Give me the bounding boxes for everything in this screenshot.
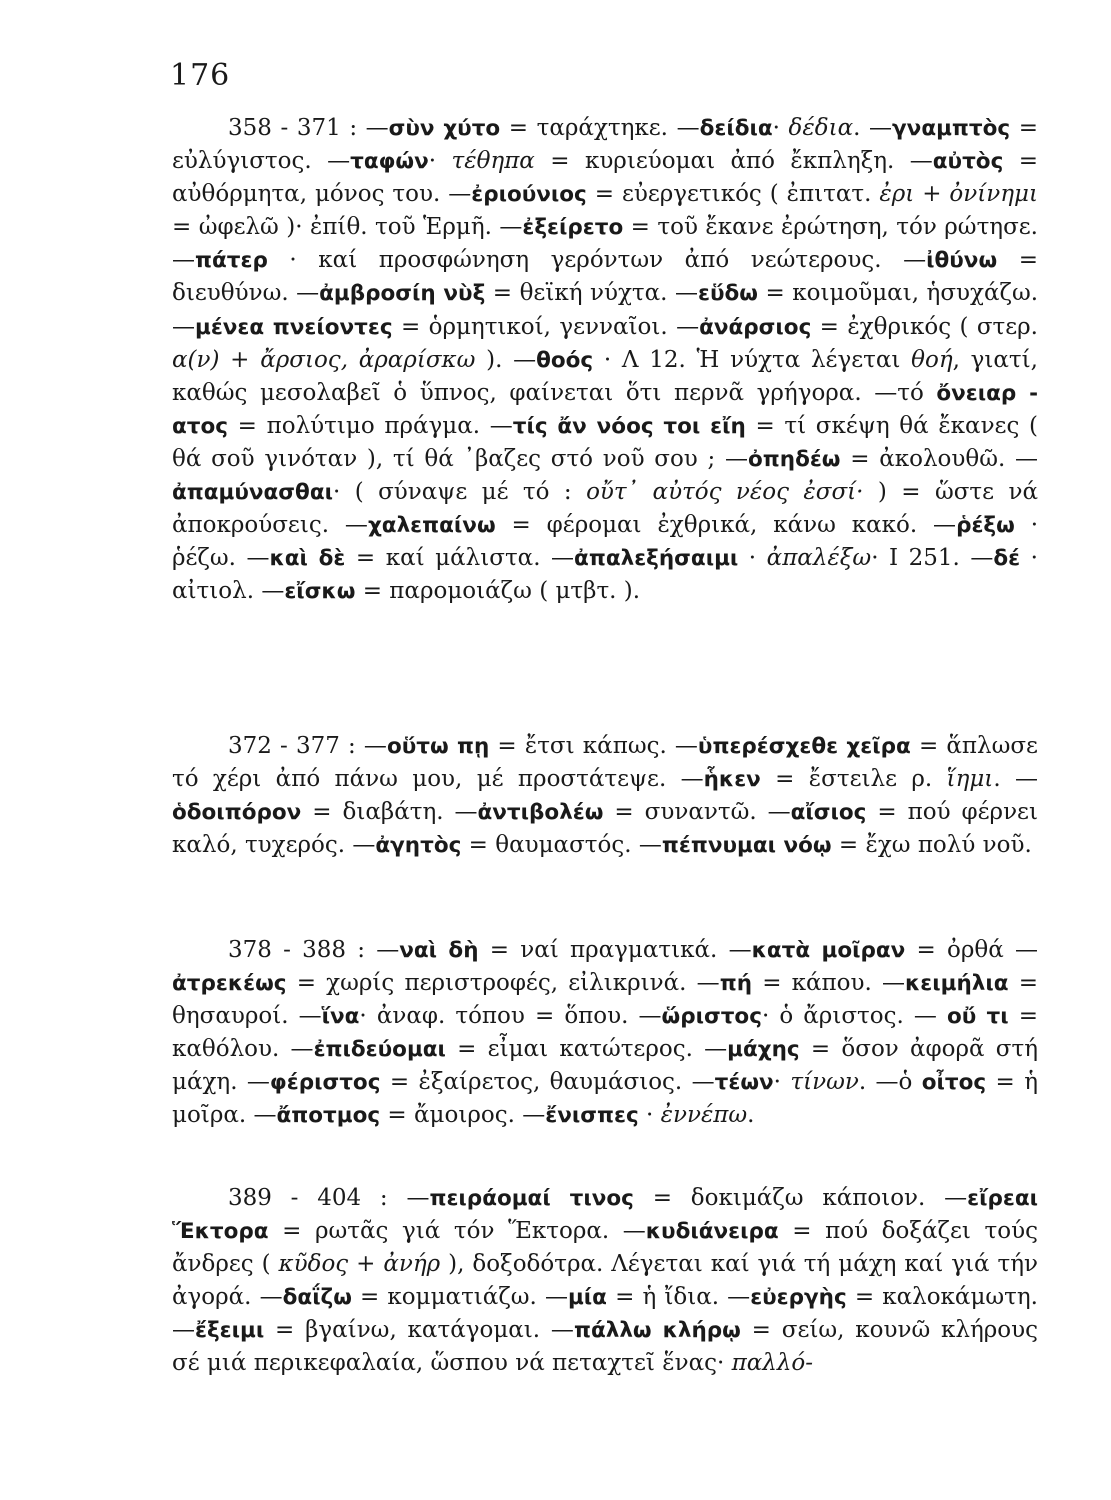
gloss-text: · Λ 12. Ἡ νύχτα λέγεται [593, 346, 912, 373]
headword: μία [567, 1285, 607, 1311]
gloss-text: · αἰτιολ. — [172, 545, 1038, 605]
gloss-text: = ἀκολουθῶ. — [840, 445, 1038, 472]
gloss-text: · [773, 1069, 791, 1096]
gloss-text: = παρομοιάζω ( μτβτ. ). [355, 578, 641, 605]
gloss-text: · Ι 251. — [871, 545, 994, 572]
headword: κατὰ μοῖραν [751, 938, 906, 963]
headword: μένεα πνείοντες [195, 314, 393, 340]
headword: δείδια [699, 116, 773, 141]
cited-form: α(ν) [172, 346, 220, 373]
gloss-text: = ἅπλωσε τό χέρι ἀπό πάνω μου, μέ προστάτεψε. — [172, 733, 1038, 793]
cited-form: ἐρι [879, 181, 915, 208]
headword: θοός [536, 347, 594, 373]
headword: ὥριστος [661, 1004, 762, 1030]
headword: κυδιάνειρα [645, 1219, 779, 1245]
headword: ἔνισπες [545, 1103, 639, 1129]
headword: δέ [993, 546, 1021, 572]
headword: φέριστος [269, 1070, 381, 1096]
gloss-text: = τοῦ ἔκανε ἐρώτηση, τόν ρώτησε. — [172, 214, 1038, 274]
gloss-text: · καί προσφώνηση γερόντων ἀπό νεώτερους. — [267, 247, 927, 274]
headword: ἀμβροσίη νὺξ [319, 281, 486, 307]
gloss-text: = φέρομαι ἐχθρικά, κάνω κακό. — [495, 512, 957, 539]
headword: εἴσκω [284, 579, 356, 605]
gloss-text: · ὁ ἄριστος. — [761, 1003, 947, 1030]
gloss-text: 389 - 404 : — [228, 1185, 430, 1211]
headword: ἄποτμος [276, 1103, 381, 1129]
cited-form: ἀπαλέξω [766, 545, 872, 572]
headword: εὐεργὴς [750, 1285, 847, 1311]
gloss-text: . —ὁ [858, 1069, 922, 1096]
section-paragraph [172, 730, 1038, 862]
gloss-text: · [428, 148, 452, 175]
gloss-text: = εὐλύγιστος. — [172, 115, 1039, 175]
gloss-text: = ἔτσι κάπως. — [489, 733, 698, 759]
section-paragraph [172, 112, 1038, 608]
headword: ἀπαμύνασθαι [172, 480, 333, 506]
gloss-text: 378 - 388 : — [228, 937, 400, 963]
page-number: 176 [170, 58, 231, 93]
headword: ναὶ δὴ [399, 938, 479, 963]
cited-form: τίνων [790, 1069, 859, 1096]
headword: σὺν χύτο [388, 116, 501, 141]
gloss-text: = διευθύνω. — [172, 247, 1038, 307]
gloss-text: = σείω, κουνῶ κλήρους σέ μιά περικεφαλαία, ὥσπου νά πεταχτεῖ ἕνας· [172, 1317, 1038, 1377]
gloss-text: · ἀναφ. τόπου = ὅπου. — [359, 1003, 662, 1030]
gloss-text: · [772, 115, 789, 141]
gloss-text: = κοιμοῦμαι, ἡσυχάζω. — [172, 280, 1039, 340]
section-paragraph [172, 934, 1038, 1133]
cited-form: κῦδος + ἀνήρ [278, 1251, 441, 1278]
gloss-text: = συναντῶ. — [603, 799, 791, 826]
cited-form: ἐννέπω [660, 1102, 748, 1129]
headword: ἵνα [321, 1004, 360, 1030]
gloss-text: + [219, 346, 261, 373]
headword: γναμπτὸς [892, 116, 1011, 141]
headword: οἶτος [921, 1070, 987, 1096]
cited-form: ἄρσιος, ἀραρίσκω [260, 346, 476, 373]
headword: πέπνυμαι νόῳ [661, 833, 832, 859]
gloss-text: = καί μάλιστα. — [345, 545, 575, 572]
gloss-text: = εἶμαι κατώτερος. — [445, 1036, 728, 1063]
headword: ὁδοιπόρον [172, 800, 302, 826]
headword: ἧκεν [703, 767, 761, 793]
cited-form: ὀνίνημι [949, 181, 1038, 208]
gloss-text: = κάπου. — [752, 970, 906, 997]
gloss-text: · [738, 545, 767, 572]
gloss-text: · ( σύναψε μέ τό : [332, 479, 587, 506]
headword: δαΐζω [282, 1285, 352, 1311]
headword: μάχης [727, 1037, 800, 1063]
gloss-text: = ἐξαίρετος, θαυμάσιος. — [380, 1069, 715, 1096]
gloss-text: = κομματιάζω. — [351, 1284, 568, 1311]
gloss-text: = τί σκέψη θά ἔκανες ( θά σοῦ γινόταν ), τί θά ᾽βαζες στό νοῦ σου ; — [172, 412, 1038, 472]
glossary-section-378-388 [172, 934, 1038, 1133]
cited-form: δέδια [788, 115, 854, 141]
headword: τέων [714, 1070, 774, 1096]
headword: πάλλω κλήρῳ [573, 1318, 741, 1344]
gloss-text: ), δοξοδότρα. Λέγεται καί γιά τή μάχη καί γιά τήν ἀγορά. — [172, 1251, 1038, 1311]
headword: ὀπηδέω [747, 446, 841, 472]
gloss-text: = θεϊκή νύχτα. — [485, 280, 698, 307]
gloss-text: 358 - 371 : — [228, 115, 389, 141]
headword: ἀντιβολέω [477, 800, 604, 826]
headword: ἀνάρσιος [699, 314, 812, 340]
glossary-section-358-371 [172, 112, 1038, 608]
headword: ταφών [350, 149, 429, 175]
gloss-text: = χωρίς περιστροφές, εἰλικρινά. — [286, 970, 720, 997]
headword: τίς ἄν νόος τοι εἴη [512, 413, 746, 439]
gloss-text: = αὐθόρμητα, μόνος του. — [172, 148, 1038, 208]
gloss-text: = δοκιμάζω κάποιον. — [633, 1185, 968, 1211]
headword: ἔξειμι [195, 1318, 265, 1344]
gloss-text: = καλοκάμωτη. — [172, 1284, 1038, 1344]
headword: ἐριούνιος [471, 182, 587, 208]
headword: ὄνειαρ - ατος [172, 380, 1038, 439]
headword: πή [719, 971, 753, 997]
headword: πάτερ [195, 248, 268, 274]
section-paragraph [172, 1182, 1038, 1381]
headword: ἀπαλεξήσαιμι [574, 546, 739, 572]
gloss-text: = πολύτιμο πράγμα. — [228, 412, 513, 439]
gloss-text: = ἄμοιρος. — [380, 1102, 546, 1129]
gloss-text: = πού φέρνει καλό, τυχερός. — [172, 799, 1038, 859]
gloss-text: = ναί πραγματικά. — [478, 937, 752, 963]
headword: οὔ τι [946, 1004, 1009, 1030]
headword: οὕτω πῃ [386, 734, 490, 759]
gloss-text: ). — [475, 346, 537, 373]
cited-form: οὔτ᾽ αὐτός νέος ἐσσί· [586, 479, 864, 506]
headword: ἀτρεκέως [172, 971, 287, 997]
headword: χαλεπαίνω [367, 513, 496, 539]
glossary-section-372-377 [172, 730, 1038, 862]
gloss-text: = ὅσον ἀφορᾶ στή μάχη. — [172, 1036, 1038, 1096]
glossary-section-389-404 [172, 1182, 1038, 1381]
gloss-text: · ῥέζω. — [172, 512, 1039, 572]
cited-form: τέθηπα [451, 148, 535, 175]
gloss-text: = βγαίνω, κατάγομαι. — [264, 1317, 574, 1344]
gloss-text: = πού δοξάζει τούς ἄνδρες ( [172, 1218, 1038, 1278]
headword: ὑπερέσχεθε χεῖρα [697, 734, 911, 759]
gloss-text: = θαυμαστός. — [461, 832, 662, 859]
headword: ἐξείρετο [522, 215, 624, 241]
headword: καὶ δὲ [269, 546, 346, 572]
gloss-text: = κυριεύομαι ἀπό ἔκπληξη. — [534, 148, 933, 175]
cited-form: ἵημι [946, 766, 994, 793]
headword: εὕδω [697, 281, 758, 307]
gloss-text: , γιατί, καθώς μεσολαβεῖ ὁ ὕπνος, φαίνεται ὅτι περνᾶ γρήγορα. —τό [172, 346, 1038, 406]
cited-form: θοή [911, 346, 953, 373]
headword: ἀγητὸς [375, 833, 462, 859]
headword: ἰθύνω [926, 248, 998, 274]
gloss-text: = ἡ μοῖρα. — [172, 1069, 1038, 1129]
gloss-text: = ἔστειλε ρ. [760, 766, 947, 793]
headword: αἴσιος [790, 800, 867, 826]
headword: ἐπιδεύομαι [313, 1037, 446, 1063]
gloss-text: = ἔχω πολύ νοῦ. [831, 832, 1032, 859]
gloss-text: = ταράχτηκε. — [500, 115, 700, 141]
headword: ῥέξω [956, 513, 1015, 539]
gloss-text: · [638, 1102, 661, 1129]
gloss-text: = ρωτᾶς γιά τόν Ἕκτορα. — [268, 1218, 646, 1245]
gloss-text: = διαβάτη. — [301, 799, 478, 826]
gloss-text: . — [853, 115, 893, 141]
gloss-text: . — [993, 766, 1038, 793]
gloss-text: + [914, 181, 950, 208]
gloss-text: = εὐεργετικός ( ἐπιτατ. [586, 181, 880, 208]
gloss-text: = ὠφελῶ )· ἐπίθ. τοῦ Ἑρμῆ. — [172, 214, 523, 241]
headword: αὐτὸς [932, 149, 1004, 175]
headword: κειμήλια [905, 971, 1009, 997]
gloss-text: = ἡ ἴδια. — [606, 1284, 751, 1311]
gloss-text: = ἐχθρικός ( στερ. [811, 313, 1038, 340]
gloss-text: = ὁρμητικοί, γενναῖοι. — [392, 313, 700, 340]
headword: πειράομαί τινος [429, 1186, 634, 1211]
cited-form: παλλό- [731, 1350, 814, 1377]
gloss-text: 372 - 377 : — [228, 733, 387, 759]
gloss-text: ) = ὥστε νά ἀποκρούσεις. — [172, 479, 1038, 539]
headword: εἴρεαι Ἕκτορα [172, 1186, 1038, 1245]
gloss-text: = καθόλου. — [172, 1003, 1038, 1063]
gloss-text: = ὀρθά — [905, 937, 1039, 963]
gloss-text: = θησαυροί. — [172, 970, 1038, 1030]
gloss-text: . [747, 1102, 755, 1129]
